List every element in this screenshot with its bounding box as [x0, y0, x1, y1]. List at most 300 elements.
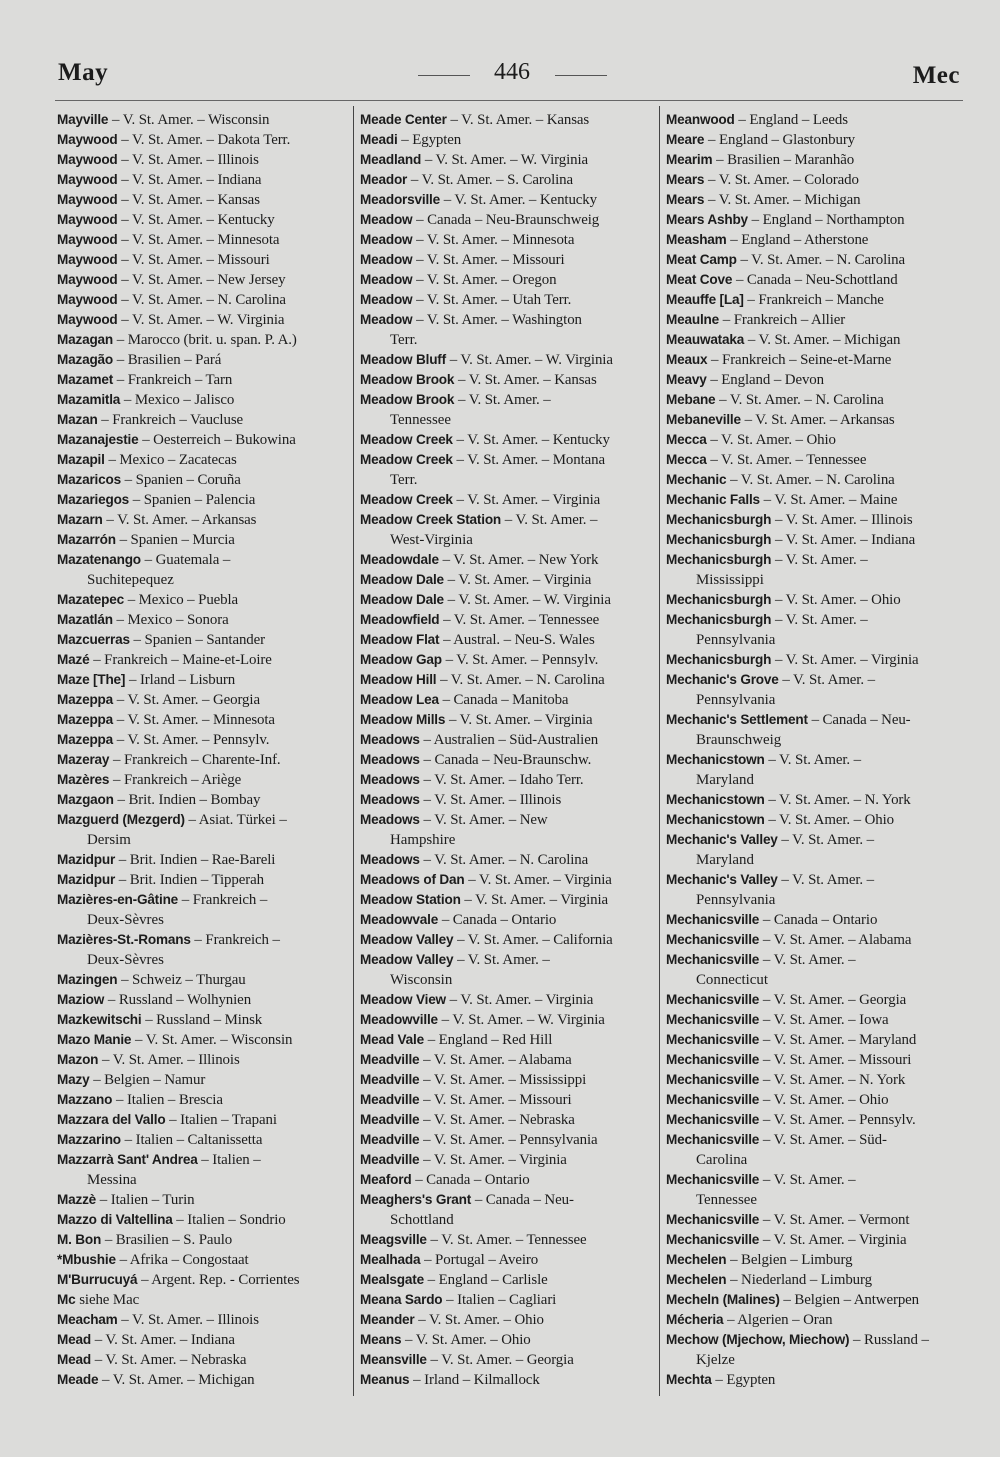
entry-place-name: Meadowfield — [360, 612, 440, 627]
gazetteer-entry — [666, 370, 966, 390]
entry-place-name: Maywood — [57, 292, 118, 307]
entry-location: – V. St. Amer. – Kansas — [450, 112, 590, 128]
gazetteer-entry — [666, 750, 966, 770]
entry-location: – V. St. Amer. – Alabama — [423, 1052, 572, 1068]
gazetteer-entry — [666, 1250, 966, 1270]
entry-place-name: Mechelen — [666, 1272, 727, 1287]
entry-location: – V. St. Amer. – Minnesota — [416, 232, 575, 248]
entry-continuation: Maryland — [696, 852, 754, 868]
entry-place-name: Mazé — [57, 652, 90, 667]
entry-place-name: Meadow Valley — [360, 932, 454, 947]
entry-location: – England – Glastonbury — [708, 132, 856, 148]
entry-place-name: Mazeppa — [57, 692, 114, 707]
gazetteer-entry — [57, 1350, 349, 1370]
gazetteer-entry — [57, 970, 349, 990]
entry-place-name: Mechanicsburgh — [666, 652, 772, 667]
entry-location: – Canada – Ontario — [415, 1172, 530, 1188]
gazetteer-entry — [57, 550, 349, 570]
entry-place-name: Mazzarrà Sant' Andrea — [57, 1152, 198, 1167]
entry-location: – Marocco (brit. u. span. P. A.) — [116, 332, 297, 348]
entry-location: – V. St. Amer. – Iowa — [762, 1012, 889, 1028]
entry-place-name: Mechanic's Settlement — [666, 712, 808, 727]
entry-location: – V. St. Amer. – N. Carolina — [121, 292, 286, 308]
entry-place-name: Maziow — [57, 992, 105, 1007]
gazetteer-entry — [360, 270, 657, 290]
gazetteer-entry — [360, 1110, 657, 1130]
gazetteer-entry — [360, 1030, 657, 1050]
gazetteer-entry — [57, 650, 349, 670]
entry-location: – V. St. Amer. – Virginia — [448, 712, 593, 728]
entry-location: – V. St. Amer. – Pennsylv. — [116, 732, 270, 748]
gazetteer-entry — [360, 670, 657, 690]
entry-location: – V. St. Amer. – Illinois — [121, 1312, 259, 1328]
gazetteer-entry — [360, 1130, 657, 1150]
gazetteer-entry — [57, 710, 349, 730]
gazetteer-entry — [360, 650, 657, 670]
entry-place-name: Meadows — [360, 792, 420, 807]
entry-place-name: Meadow — [360, 232, 413, 247]
entry-location: – V. St. Amer. – Tennessee — [710, 452, 867, 468]
entry-place-name: Mazaricos — [57, 472, 121, 487]
gazetteer-entry — [57, 390, 349, 410]
gazetteer-entry — [57, 730, 349, 750]
entry-location: siehe Mac — [79, 1292, 140, 1308]
entry-place-name: Mears — [666, 192, 705, 207]
gazetteer-entry — [666, 1070, 966, 1090]
entry-location: – V. St. Amer. – W. Virginia — [424, 152, 588, 168]
entry-place-name: Means — [360, 1332, 402, 1347]
gazetteer-entry — [360, 310, 657, 330]
entry-location: – Belgien – Namur — [93, 1072, 206, 1088]
entry-continuation: Carolina — [696, 1152, 748, 1168]
entry-location: – Italien – — [201, 1152, 261, 1168]
entry-place-name: Meadow — [360, 292, 413, 307]
gazetteer-entry — [360, 630, 657, 650]
entry-place-name: Mazeppa — [57, 712, 114, 727]
entry-place-name: Meade Center — [360, 112, 447, 127]
gazetteer-entry — [666, 930, 966, 950]
gazetteer-entry — [360, 1070, 657, 1090]
entry-place-name: Maywood — [57, 192, 118, 207]
gazetteer-entry — [666, 270, 966, 290]
entry-place-name: Mealsgate — [360, 1272, 424, 1287]
entry-place-name: Mechanic's Valley — [666, 832, 778, 847]
entry-place-name: Meadow Creek — [360, 432, 453, 447]
gazetteer-entry — [666, 530, 966, 550]
entry-place-name: Meadow Flat — [360, 632, 440, 647]
entry-place-name: Mecca — [666, 432, 707, 447]
entry-place-name: Mazy — [57, 1072, 90, 1087]
entry-place-name: Mechanic's Grove — [666, 672, 779, 687]
entry-location: – Italien – Turin — [99, 1192, 195, 1208]
entry-place-name: Meadow Hill — [360, 672, 437, 687]
entry-location: – V. St. Amer. – New York — [442, 552, 599, 568]
gazetteer-entry — [666, 390, 966, 410]
gazetteer-entry — [360, 190, 657, 210]
gazetteer-entry — [666, 1090, 966, 1110]
entry-location: – V. St. Amer. – Georgia — [116, 692, 260, 708]
entry-continuation: Tennessee — [390, 412, 451, 428]
entry-place-name: Mechanicsville — [666, 1232, 760, 1247]
gazetteer-entry — [360, 710, 657, 730]
gazetteer-entry — [360, 1370, 657, 1390]
gazetteer-entry — [360, 110, 657, 130]
gazetteer-entry — [57, 470, 349, 490]
entry-location: – V. St. Amer. – Alabama — [762, 932, 912, 948]
entry-place-name: Mechanicsville — [666, 1132, 760, 1147]
entry-place-name: Mechta — [666, 1372, 712, 1387]
gazetteer-entry — [57, 270, 349, 290]
entry-continuation: Hampshire — [390, 832, 456, 848]
gazetteer-entry — [57, 1310, 349, 1330]
gazetteer-entry — [57, 1210, 349, 1230]
gazetteer-entry — [57, 490, 349, 510]
entry-place-name: Meadow Valley — [360, 952, 454, 967]
gazetteer-entry — [360, 590, 657, 610]
gazetteer-entry — [666, 1210, 966, 1230]
entry-place-name: Meadow — [360, 212, 413, 227]
entry-location: – V. St. Amer. – — [768, 752, 861, 768]
entry-location: – Niederland – Limburg — [730, 1272, 872, 1288]
gazetteer-entry — [666, 1370, 966, 1390]
gazetteer-entry — [666, 1130, 966, 1150]
entry-place-name: Mazagão — [57, 352, 114, 367]
gazetteer-entry — [360, 250, 657, 270]
entry-place-name: Mechanicsburgh — [666, 512, 772, 527]
entry-place-name: Meana Sardo — [360, 1292, 443, 1307]
entry-location: – V. St. Amer. – Arkansas — [744, 412, 895, 428]
gazetteer-entry — [57, 1270, 349, 1290]
gazetteer-entry — [360, 390, 657, 410]
entry-location: – Spanien – Palencia — [132, 492, 256, 508]
entry-place-name: Meadville — [360, 1132, 420, 1147]
gazetteer-entry — [666, 1170, 966, 1190]
entry-place-name: Meade — [57, 1372, 99, 1387]
entry-location: – Frankreich – Allier — [722, 312, 846, 328]
gazetteer-entry — [666, 470, 966, 490]
gazetteer-entry — [57, 410, 349, 430]
gazetteer-entry — [666, 670, 966, 690]
gazetteer-entry — [360, 990, 657, 1010]
entry-place-name: Mecheln (Malines) — [666, 1292, 780, 1307]
gazetteer-entry — [57, 870, 349, 890]
entry-continuation: Connecticut — [696, 972, 768, 988]
entry-location: – Belgien – Limburg — [730, 1252, 853, 1268]
entry-location: – V. St. Amer. – New Jersey — [121, 272, 286, 288]
entry-place-name: Mazarn — [57, 512, 103, 527]
entry-location: – V. St. Amer. – Ohio — [762, 1092, 889, 1108]
entry-place-name: Meagsville — [360, 1232, 427, 1247]
entry-place-name: Meauffe [La] — [666, 292, 744, 307]
entry-location: – England – Atherstone — [730, 232, 869, 248]
gazetteer-entry — [57, 210, 349, 230]
entry-place-name: Mebaneville — [666, 412, 741, 427]
entry-place-name: Mechanicsville — [666, 1052, 760, 1067]
entry-location: – V. St. Amer. – W. Virginia — [441, 1012, 605, 1028]
entry-location: – V. St. Amer. – — [774, 552, 868, 568]
entry-place-name: Meadorsville — [360, 192, 440, 207]
entry-column-3 — [666, 110, 966, 1390]
gazetteer-entry — [57, 930, 349, 950]
entry-location: – V. St. Amer. – Kentucky — [443, 192, 597, 208]
gazetteer-entry — [666, 410, 966, 430]
gazetteer-entry — [360, 810, 657, 830]
entry-place-name: Meadow — [360, 272, 413, 287]
entry-location: – V. St. Amer. – Ohio — [774, 592, 901, 608]
entry-location: – Russland – Wolhynien — [107, 992, 252, 1008]
entry-place-name: Meadowville — [360, 1012, 438, 1027]
entry-location: – V. St. Amer. – Virginia — [468, 872, 612, 888]
entry-location: – V. St. Amer. – Michigan — [102, 1372, 255, 1388]
entry-place-name: Mazon — [57, 1052, 99, 1067]
entry-place-name: Meadows of Dan — [360, 872, 465, 887]
entry-location: – Egypten — [401, 132, 462, 148]
entry-location: – V. St. Amer. – N. Carolina — [740, 252, 906, 268]
entry-column-2 — [360, 110, 657, 1390]
entry-continuation: Maryland — [696, 772, 754, 788]
entry-place-name: Mazatenango — [57, 552, 141, 567]
entry-place-name: Mazamitla — [57, 392, 121, 407]
gazetteer-entry — [57, 1030, 349, 1050]
entry-place-name: Mazeray — [57, 752, 110, 767]
entry-place-name: Mechanic — [666, 472, 727, 487]
gazetteer-entry — [57, 610, 349, 630]
entry-place-name: Meavy — [666, 372, 707, 387]
gazetteer-entry — [57, 1370, 349, 1390]
entry-location: – V. St. Amer. – Minnesota — [116, 712, 275, 728]
entry-location: – Brasilien – S. Paulo — [104, 1232, 233, 1248]
entry-place-name: Mead Vale — [360, 1032, 424, 1047]
entry-place-name: Mechow (Mjechow, Miechow) — [666, 1332, 850, 1347]
entry-place-name: Meaux — [666, 352, 708, 367]
gazetteer-entry — [57, 890, 349, 910]
gazetteer-entry — [666, 1110, 966, 1130]
gazetteer-entry — [666, 830, 966, 850]
entry-location: – V. St. Amer. – Idaho Terr. — [423, 772, 584, 788]
entry-continuation: Mississippi — [696, 572, 764, 588]
entry-location: – V. St. Amer. – — [781, 872, 874, 888]
entry-location: – V. St. Amer. – Illinois — [774, 512, 913, 528]
entry-location: – Frankreich – — [194, 932, 280, 948]
entry-place-name: Mechanicsville — [666, 1212, 760, 1227]
entry-place-name: Mead — [57, 1332, 91, 1347]
entry-place-name: Mazo Manie — [57, 1032, 132, 1047]
entry-place-name: Meadow Gap — [360, 652, 442, 667]
gazetteer-entry — [57, 690, 349, 710]
entry-place-name: Mazzano — [57, 1092, 113, 1107]
entry-location: – V. St. Amer. – N. Carolina — [423, 852, 589, 868]
gazetteer-entry — [57, 110, 349, 130]
entry-place-name: Maywood — [57, 232, 118, 247]
gazetteer-entry — [57, 310, 349, 330]
gazetteer-entry — [666, 330, 966, 350]
entry-location: – Frankreich – — [181, 892, 268, 908]
gazetteer-entry — [666, 510, 966, 530]
gazetteer-entry — [57, 430, 349, 450]
entry-location: – V. St. Amer. – — [781, 832, 874, 848]
gazetteer-entry — [360, 610, 657, 630]
entry-place-name: Maywood — [57, 272, 118, 287]
gazetteer-entry — [360, 1270, 657, 1290]
entry-place-name: Meador — [360, 172, 408, 187]
gazetteer-entry — [57, 670, 349, 690]
entry-continuation: Terr. — [390, 332, 418, 348]
entry-place-name: Meacham — [57, 1312, 118, 1327]
entry-continuation: Braunschweig — [696, 732, 782, 748]
entry-location: – V. St. Amer. – Kentucky — [456, 432, 610, 448]
entry-location: – V. St. Amer. – Tennessee — [443, 612, 600, 628]
gazetteer-entry — [666, 1010, 966, 1030]
entry-location: – Brit. Indien – Tipperah — [118, 872, 264, 888]
entry-place-name: Maze [The] — [57, 672, 126, 687]
entry-location: – V. St. Amer. – Virginia — [447, 572, 592, 588]
gazetteer-entry — [360, 1290, 657, 1310]
entry-location: – Italien – Caltanissetta — [124, 1132, 263, 1148]
entry-place-name: Mazagan — [57, 332, 114, 347]
entry-location: – Irland – Kilmallock — [413, 1372, 540, 1388]
entry-location: – Spanien – Murcia — [119, 532, 235, 548]
entry-place-name: Mechanic Falls — [666, 492, 760, 507]
entry-place-name: Mechanicstown — [666, 752, 765, 767]
gazetteer-entry — [57, 590, 349, 610]
gazetteer-entry — [666, 430, 966, 450]
entry-location: – V. St. Amer. – S. Carolina — [410, 172, 574, 188]
gazetteer-entry — [57, 330, 349, 350]
gazetteer-entry — [57, 230, 349, 250]
entry-place-name: Mécheria — [666, 1312, 724, 1327]
entry-location: – Oesterreich – Bukowina — [142, 432, 296, 448]
entry-location: – Frankreich – Charente-Inf. — [113, 752, 281, 768]
entry-location: – Frankreich – Tarn — [116, 372, 233, 388]
entry-location: – V. St. Amer. – — [504, 512, 598, 528]
entry-location: – Brasilien – Maranhão — [716, 152, 855, 168]
entry-location: – V. St. Amer. – Wisconsin — [135, 1032, 293, 1048]
entry-location: – Canada – Neu-Schottland — [735, 272, 898, 288]
header-divider — [55, 100, 963, 101]
entry-location: – V. St. Amer. – Virginia — [774, 652, 919, 668]
entry-location: – Spanien – Santander — [133, 632, 266, 648]
gazetteer-entry — [57, 790, 349, 810]
gazetteer-entry — [666, 290, 966, 310]
entry-place-name: Maywood — [57, 152, 118, 167]
entry-location: – Brit. Indien – Bombay — [117, 792, 261, 808]
entry-location: – V. St. Amer. – New — [423, 812, 548, 828]
gazetteer-entry — [57, 370, 349, 390]
entry-place-name: Meadland — [360, 152, 422, 167]
gazetteer-entry — [666, 1290, 966, 1310]
gazetteer-entry — [360, 1310, 657, 1330]
entry-place-name: Mechanicsville — [666, 932, 760, 947]
entry-location: – V. St. Amer. – Dakota Terr. — [121, 132, 291, 148]
entry-place-name: Mears — [666, 172, 705, 187]
entry-location: – V. St. Amer. – — [457, 952, 550, 968]
gazetteer-entry — [666, 610, 966, 630]
entry-place-name: Mazières-St.-Romans — [57, 932, 191, 947]
gazetteer-entry — [666, 150, 966, 170]
entry-location: – Canada – Manitoba — [442, 692, 569, 708]
gazetteer-entry — [360, 230, 657, 250]
entry-place-name: Meanwood — [666, 112, 735, 127]
gazetteer-entry — [57, 750, 349, 770]
entry-location: – Irland – Lisburn — [128, 672, 236, 688]
gazetteer-entry — [57, 250, 349, 270]
gazetteer-entry — [666, 910, 966, 930]
entry-place-name: Mazzara del Vallo — [57, 1112, 166, 1127]
entry-location: – V. St. Amer. – Virginia — [423, 1152, 567, 1168]
entry-place-name: Meadow Dale — [360, 572, 444, 587]
page-number: 446 — [494, 59, 530, 85]
entry-continuation: Kjelze — [696, 1352, 735, 1368]
entry-location: – V. St. Amer. – Virginia — [449, 992, 594, 1008]
entry-location: – V. St. Amer. – Utah Terr. — [416, 292, 572, 308]
gazetteer-entry — [666, 870, 966, 890]
gazetteer-entry — [360, 430, 657, 450]
entry-place-name: Meadville — [360, 1152, 420, 1167]
entry-location: – Mexico – Zacatecas — [108, 452, 237, 468]
gazetteer-entry — [57, 130, 349, 150]
gazetteer-entry — [666, 1050, 966, 1070]
entry-place-name: Mechanicsville — [666, 1012, 760, 1027]
gazetteer-entry — [57, 850, 349, 870]
gazetteer-entry — [360, 1190, 657, 1210]
entry-location: – V. St. Amer. – Ohio — [405, 1332, 531, 1348]
entry-continuation: Deux-Sèvres — [87, 912, 164, 928]
gazetteer-entry — [666, 950, 966, 970]
entry-place-name: Mechanicstown — [666, 812, 765, 827]
entry-location: – V. St. Amer. – Maryland — [762, 1032, 917, 1048]
gazetteer-entry — [360, 1010, 657, 1030]
entry-location: – Italien – Trapani — [169, 1112, 277, 1128]
entry-location: – V. St. Amer. – Kansas — [458, 372, 597, 388]
gazetteer-entry — [360, 690, 657, 710]
gazetteer-entry — [360, 890, 657, 910]
entry-location: – V. St. Amer. – Indiana — [774, 532, 916, 548]
gazetteer-entry — [666, 210, 966, 230]
gazetteer-entry — [57, 1290, 349, 1310]
gazetteer-entry — [360, 570, 657, 590]
gazetteer-entry — [57, 190, 349, 210]
entry-location: – V. St. Amer. – N. Carolina — [440, 672, 605, 688]
entry-place-name: Meadows — [360, 772, 420, 787]
gazetteer-entry — [360, 150, 657, 170]
entry-place-name: Meadville — [360, 1112, 420, 1127]
gazetteer-entry — [666, 990, 966, 1010]
entry-location: – Canada – Ontario — [441, 912, 557, 928]
entry-continuation: Tennessee — [696, 1192, 757, 1208]
entry-location: – V. St. Amer. – — [762, 952, 856, 968]
gazetteer-entry — [666, 650, 966, 670]
gazetteer-entry — [57, 350, 349, 370]
entry-place-name: Meat Cove — [666, 272, 733, 287]
entry-place-name: Mechanicsburgh — [666, 592, 772, 607]
entry-location: – Afrika – Congostaat — [119, 1252, 249, 1268]
entry-location: – Frankreich – Ariège — [113, 772, 242, 788]
entry-continuation: Pennsylvania — [696, 892, 776, 908]
entry-continuation: Terr. — [390, 472, 418, 488]
entry-place-name: Mechanicsville — [666, 1032, 760, 1047]
entry-location: – Portugal – Aveiro — [424, 1252, 539, 1268]
entry-place-name: Mechanicsville — [666, 1092, 760, 1107]
entry-place-name: Meadow Brook — [360, 372, 455, 387]
gazetteer-entry — [666, 1270, 966, 1290]
entry-place-name: Mazguerd (Mezgerd) — [57, 812, 185, 827]
gazetteer-entry — [666, 590, 966, 610]
entry-location: – V. St. Amer. – Arkansas — [106, 512, 257, 528]
gazetteer-entry — [360, 950, 657, 970]
entry-location: – England – Red Hill — [427, 1032, 553, 1048]
entry-place-name: Meander — [360, 1312, 415, 1327]
entry-place-name: Maywood — [57, 252, 118, 267]
